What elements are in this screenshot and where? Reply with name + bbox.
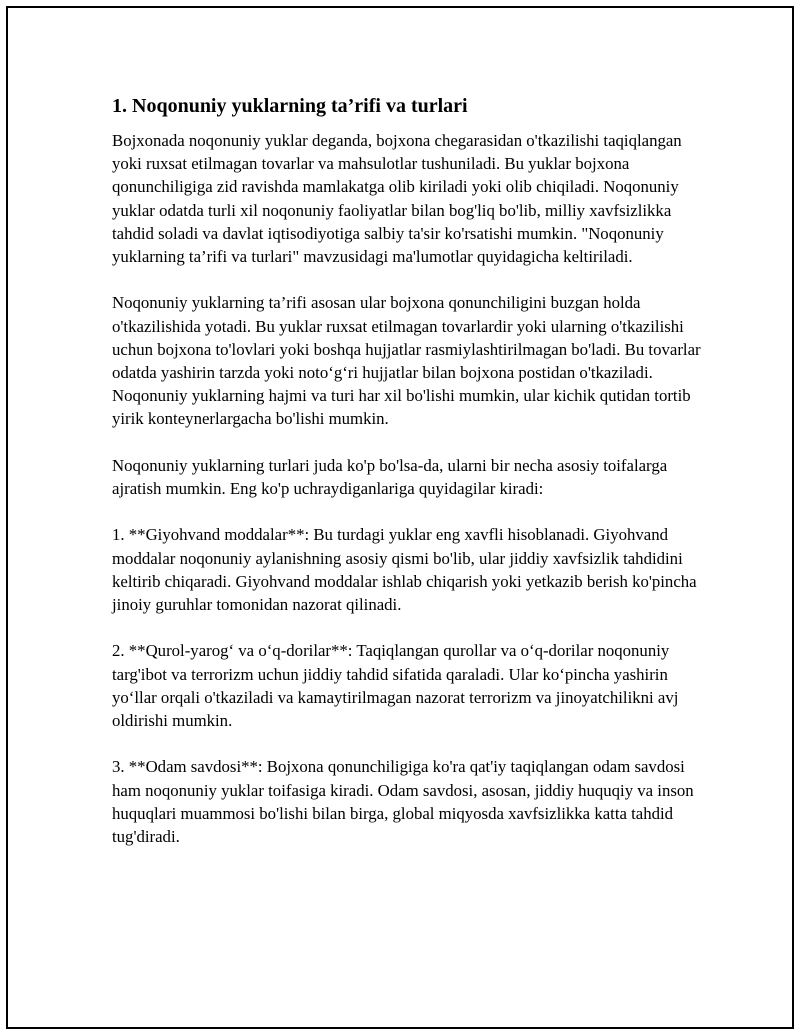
list-item-drugs: 1. **Giyohvand moddalar**: Bu turdagi yuklar eng xavfli hisoblanadi. Giyohvand moddalar noqonuniy aylanishning asosiy qismi bo'lib, ular jiddiy xavfsizlik tahdidini keltirib chiqaradi. Giyohvand moddalar ishlab chiqarish yoki yetkazib berish ko'pincha jinoiy guruhlar tomonidan nazorat qilinadi. xyxy=(112,525,697,615)
list-item-weapons: 2. **Qurol-yarog‘ va o‘q-dorilar**: Taqiqlangan qurollar va o‘q-dorilar noqonuniy targ'ibot va terrorizm uchun jiddiy tahdid sifatida qaraladi. Ular ko‘pincha yashirin yo‘llar orqali o'tkaziladi va kamaytirilmagan nazorat terrorizm va jinoyatchilikni avj oldirishi mumkin. xyxy=(112,641,679,731)
paragraph-definition-intro: Bojxonada noqonuniy yuklar deganda, bojxona chegarasidan o'tkazilishi taqiqlangan yoki ruxsat etilmagan tovarlar va mahsulotlar tushuniladi. Bu yuklar bojxona qonunchiligiga zid ravishda mamlakatga olib kiriladi yoki olib chiqiladi. Noqonuniy yuklar odatda turli xil noqonuniy faoliyatlar bilan bog'liq bo'lib, milliy xavfsizlikka tahdid soladi va davlat iqtisodiyotiga salbiy ta'sir ko'rsatishi mumkin. "Noqonuniy yuklarning ta’rifi va turlari" mavzusidagi ma'lumotlar quyidagicha keltiriladi. xyxy=(112,131,682,267)
section-heading: 1. Noqonuniy yuklarning ta’rifi va turlari xyxy=(112,95,468,117)
document-body xyxy=(112,92,702,871)
list-item-human-trafficking: 3. **Odam savdosi**: Bojxona qonunchiligiga ko'ra qat'iy taqiqlangan odam savdosi ham noqonuniy yuklar toifasiga kiradi. Odam savdosi, asosan, jiddiy huquqiy va inson huquqlari muammosi bo'lishi bilan birga, global miqyosda xavfsizlikka katta tahdid tug'diradi. xyxy=(112,757,694,847)
paragraph-definition-detail: Noqonuniy yuklarning ta’rifi asosan ular bojxona qonunchiligini buzgan holda o'tkazilishida yotadi. Bu yuklar ruxsat etilmagan tovarlardir yoki ularning o'tkazilishi uchun bojxona to'lovlari yoki boshqa hujjatlar rasmiylashtirilmagan bo'ladi. Bu tovarlar odatda yashirin tarzda yoki noto‘g‘ri hujjatlar bilan bojxona postidan o'tkaziladi. Noqonuniy yuklarning hajmi va turi har xil bo'lishi mumkin, ular kichik qutidan tortib yirik konteynerlargacha bo'lishi mumkin. xyxy=(112,293,701,429)
paragraph-types-intro: Noqonuniy yuklarning turlari juda ko'p bo'lsa-da, ularni bir necha asosiy toifalarga ajratish mumkin. Eng ko'p uchraydiganlariga quyidagilar kiradi: xyxy=(112,455,668,499)
